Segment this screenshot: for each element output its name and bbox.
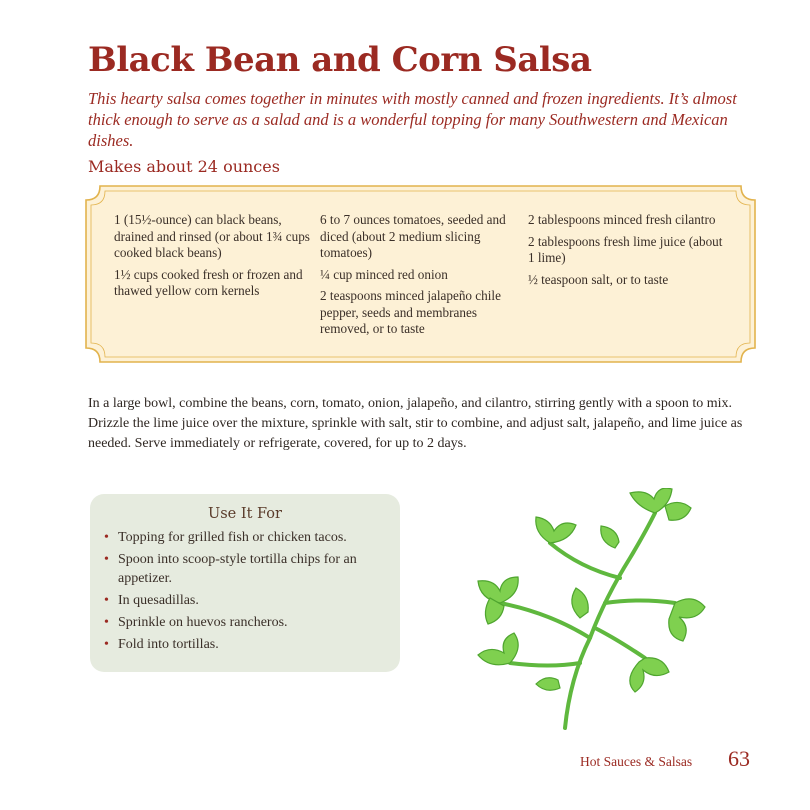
ingredient-item: 1 (15½-ounce) can black beans, drained and rinsed (or about 1¾ cups cooked black beans): [114, 212, 310, 260]
recipe-method: In a large bowl, combine the beans, corn, tomato, onion, jalapeño, and cilantro, stirring gently with a spoon to mix. Drizzle the lime juice over the mixture, sprinkle with salt, stir to combine, and adjust salt, jalapeño, and lime juice as needed. Serve immediately or refrigerate, covered, for up to 2 days.: [88, 396, 743, 451]
ingredient-item: 2 tablespoons minced fresh cilantro: [527, 212, 716, 227]
list-item: • In quesadillas.: [104, 591, 389, 610]
list-item: • Spoon into scoop-style tortilla chips for an appetizer.: [104, 550, 389, 588]
list-item: • Sprinkle on huevos rancheros.: [104, 613, 389, 632]
ingredient-item: 1½ cups cooked fresh or frozen and thawed yellow corn kernels: [114, 266, 303, 298]
ingredients-column-3: [528, 212, 734, 343]
use-it-for-sidebar: [90, 494, 400, 672]
footer-section-label: Hot Sauces & Salsas: [580, 754, 693, 769]
recipe-yield: Makes about 24 ounces: [88, 157, 280, 176]
list-item: • Topping for grilled fish or chicken tacos.: [104, 528, 389, 547]
ingredient-item: 6 to 7 ounces tomatoes, seeded and diced (about 2 medium slicing tomatoes): [320, 212, 506, 260]
cilantro-sprig-illustration: [440, 488, 710, 738]
page-number: 63: [728, 746, 750, 771]
use-it-for-list: [104, 528, 389, 657]
ingredient-item: ½ teaspoon salt, or to taste: [527, 271, 669, 287]
ingredients-column-2: [320, 212, 528, 343]
list-item: • Fold into tortillas.: [104, 635, 389, 654]
use-it-for-title: Use It For: [208, 506, 282, 522]
recipe-intro: This hearty salsa comes together in minutes with mostly canned and frozen ingredients. It’s almost thick enough to serve as a salad and is a wonderful topping for many Southwestern and Mexican dishes.: [88, 89, 737, 150]
ingredients-column-1: [114, 212, 320, 343]
recipe-title: Black Bean and Corn Salsa: [88, 40, 592, 80]
ingredient-item: 2 tablespoons fresh lime juice (about 1 lime): [527, 233, 723, 265]
ingredients-list: [114, 212, 734, 343]
ingredient-item: ¼ cup minced red onion: [320, 266, 448, 282]
ingredient-item: 2 teaspoons minced jalapeño chile pepper, seeds and membranes removed, or to taste: [320, 288, 501, 336]
